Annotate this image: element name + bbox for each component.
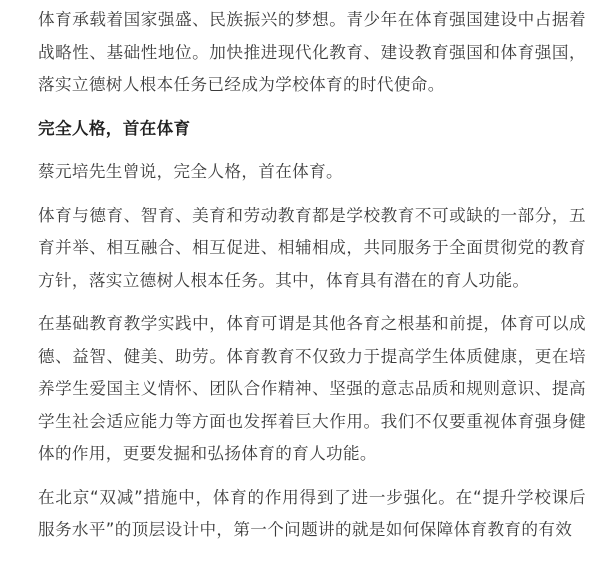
paragraph-double-reduction: 在北京“双减”措施中，体育的作用得到了进一步强化。在“提升学校课后服务水平”的顶层设计中，第一个问题讲的就是如何保障体育教育的有效 [38, 487, 586, 539]
intro-paragraph: 体育承载着国家强盛、民族振兴的梦想。青少年在体育强国建设中占据着战略性、基础性地位。加快推进现代化教育、建设教育强国和体育强国，落实立德树人根本任务已经成为学校体育的时代使命。 [38, 10, 586, 94]
paragraph-five-educations: 体育与德育、智育、美育和劳动教育都是学校教育不可或缺的一部分，五育并举、相互融合、相互促进、相辅相成，共同服务于全面贯彻党的教育方针，落实立德树人根本任务。其中，体育具有潜在的育人功能。 [38, 205, 586, 290]
section-heading: 完全人格，首在体育 [38, 118, 191, 138]
article-body [38, 4, 586, 547]
paragraph-quote: 蔡元培先生曾说，完全人格，首在体育。 [38, 162, 343, 181]
paragraph-basic-education: 在基础教育教学实践中，体育可谓是其他各育之根基和前提，体育可以成德、益智、健美、助劳。体育教育不仅致力于提高学生体质健康，更在培养学生爱国主义情怀、团队合作精神、坚强的意志品质和规则意识、提高学生社会适应能力等方面也发挥着巨大作用。我们不仅要重视体育强身健体的作用，更要发掘和弘扬体育的育人功能。 [38, 314, 586, 463]
